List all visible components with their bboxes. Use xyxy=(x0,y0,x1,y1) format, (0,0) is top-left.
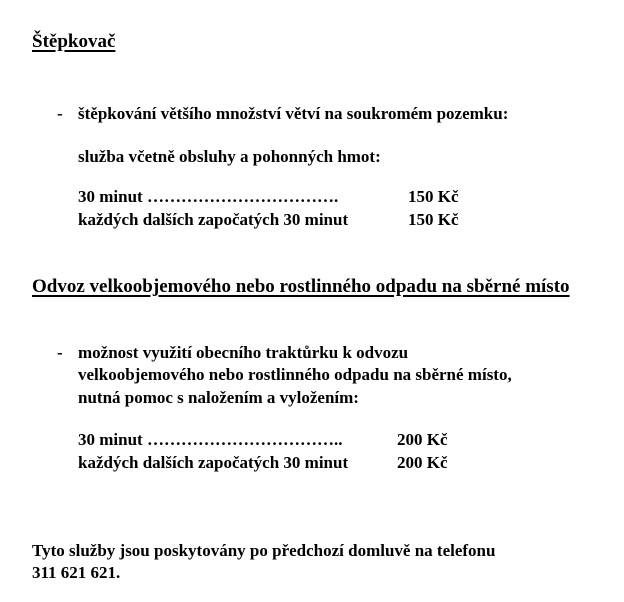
price-value: 200 Kč xyxy=(397,430,448,450)
section2-price-table xyxy=(78,429,604,474)
footer-line: 311 621 621. xyxy=(32,563,121,583)
price-row xyxy=(78,186,604,208)
section1-bullet-text: štěpkování většího množství větví na soukromém pozemku: xyxy=(78,104,509,123)
price-value: 150 Kč xyxy=(408,209,459,229)
price-value: 150 Kč xyxy=(408,187,459,207)
section1-subline: služba včetně obsluhy a pohonných hmot: xyxy=(78,147,381,167)
bullet-dash-icon: - xyxy=(57,104,63,123)
section1-bullet-item xyxy=(57,103,604,125)
footer-line: Tyto služby jsou poskytovány po předchozí domluvě na telefonu xyxy=(32,540,496,560)
bullet-line: velkoobjemového nebo rostlinného odpadu na sběrné místo, xyxy=(78,365,512,385)
footer-note xyxy=(32,540,604,585)
bullet-dash-icon: - xyxy=(57,343,63,362)
section1-price-table xyxy=(78,186,604,231)
bullet-line: nutná pomoc s naložením a vyložením: xyxy=(78,387,359,407)
section2-title: Odvoz velkoobjemového nebo rostlinného odpadu na sběrné místo xyxy=(32,276,570,297)
price-row xyxy=(78,429,604,451)
section1-title: Štěpkovač xyxy=(32,31,116,52)
price-label: každých dalších započatých 30 minut xyxy=(78,452,349,472)
price-row xyxy=(78,209,604,231)
bullet-line: možnost využití obecního traktůrku k odvozu xyxy=(78,343,409,362)
section2-bullet-item xyxy=(57,342,604,409)
price-label: 30 minut …………………………….. xyxy=(78,430,343,450)
price-value: 200 Kč xyxy=(397,452,448,472)
section2-bullet-text xyxy=(78,342,512,409)
price-label: každých dalších započatých 30 minut xyxy=(78,209,349,229)
price-label: 30 minut ……………………………. xyxy=(78,187,339,207)
price-row xyxy=(78,452,604,474)
